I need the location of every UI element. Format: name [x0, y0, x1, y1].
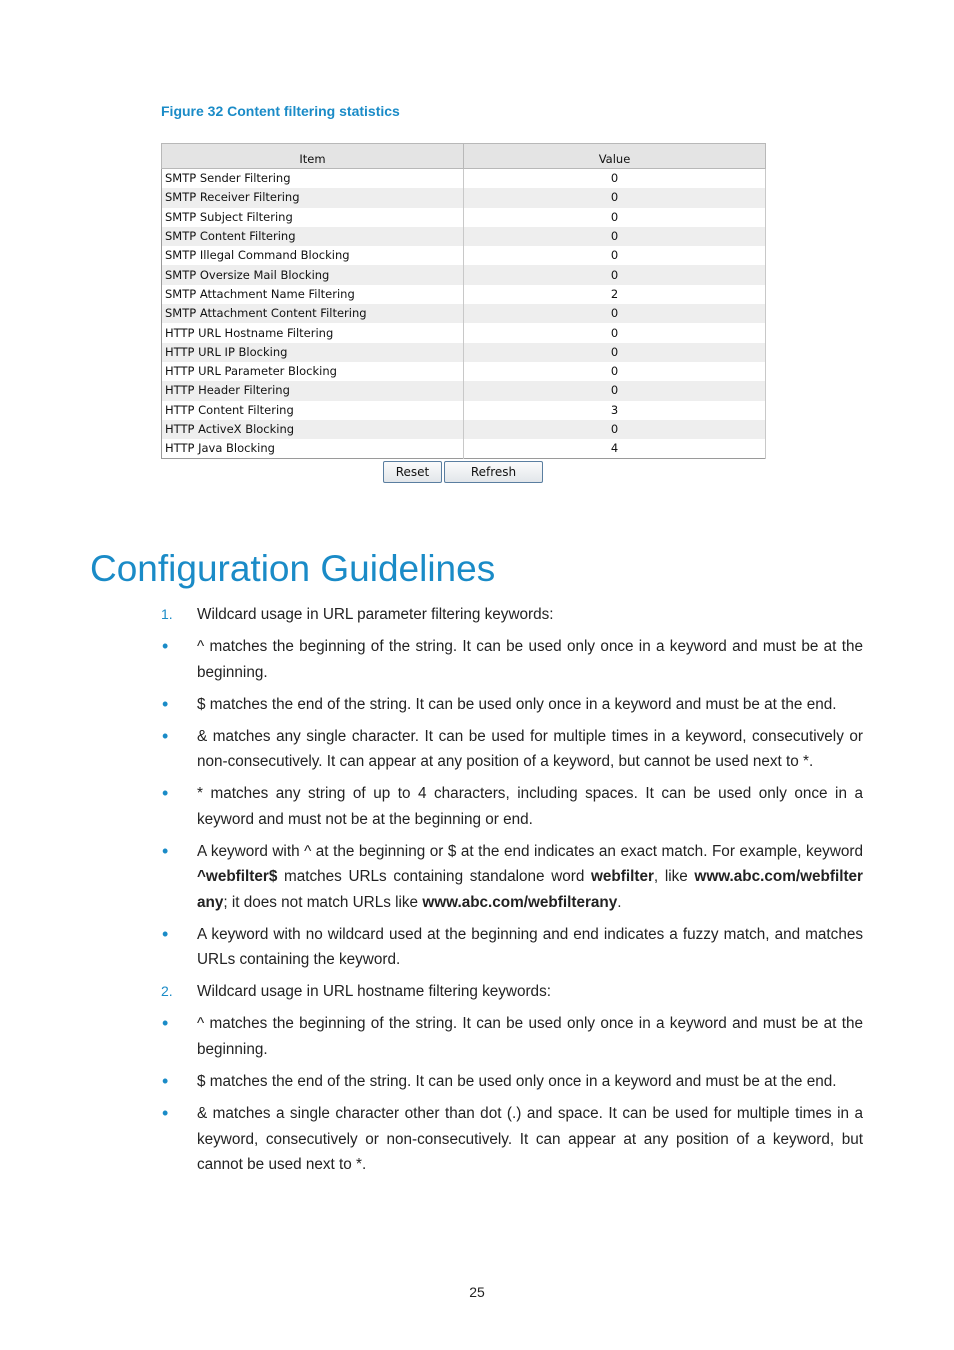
text-segment: matches URLs containing standalone word — [277, 868, 592, 886]
list-item-text — [197, 843, 863, 911]
table-row — [162, 323, 766, 342]
item-cell: HTTP URL IP Blocking — [162, 343, 464, 362]
list-item — [90, 1069, 863, 1095]
value-cell: 0 — [464, 169, 766, 189]
table-row — [162, 188, 766, 207]
reset-button[interactable]: Reset — [383, 461, 442, 483]
table-row — [162, 304, 766, 323]
value-cell: 0 — [464, 227, 766, 246]
table-row — [162, 246, 766, 265]
refresh-button[interactable]: Refresh — [444, 461, 543, 483]
item-cell: SMTP Sender Filtering — [162, 169, 464, 189]
figure-caption: Figure 32 Content filtering statistics — [161, 103, 400, 119]
text-segment: A keyword with ^ at the beginning or $ at the end indicates an exact match. For example, keyword — [197, 842, 863, 860]
value-cell: 0 — [464, 188, 766, 207]
value-cell: 0 — [464, 265, 766, 284]
section-heading: Configuration Guidelines — [90, 548, 496, 589]
list-number: 1. — [161, 606, 173, 622]
item-cell: SMTP Attachment Name Filtering — [162, 285, 464, 304]
item-cell: HTTP Content Filtering — [162, 401, 464, 420]
bullet-icon: • — [162, 1071, 169, 1092]
value-cell: 0 — [464, 343, 766, 362]
bullet-icon: • — [162, 693, 169, 714]
keyword-example: ^webfilter$ — [197, 868, 278, 886]
list-item-text: & matches a single character other than dot (.) and space. It can be used for multiple times in a keyword, consecutively or non-consecutively. It can appear at any position of a keyword, but cannot be used next to *. — [197, 1105, 863, 1174]
table-row — [162, 420, 766, 439]
value-cell: 0 — [464, 381, 766, 400]
list-item — [90, 602, 863, 628]
bullet-icon: • — [162, 725, 169, 746]
text-segment: ; it does not match URLs like — [223, 893, 423, 911]
value-cell: 3 — [464, 401, 766, 420]
item-cell: SMTP Oversize Mail Blocking — [162, 265, 464, 284]
item-cell: SMTP Receiver Filtering — [162, 188, 464, 207]
list-item — [90, 634, 863, 685]
value-cell: 0 — [464, 208, 766, 227]
value-cell: 0 — [464, 246, 766, 265]
table-row — [162, 401, 766, 420]
table-row — [162, 227, 766, 246]
bullet-icon: • — [162, 840, 169, 861]
list-item-text: A keyword with no wildcard used at the beginning and end indicates a fuzzy match, and matches URLs containing the keyword. — [197, 925, 863, 969]
value-cell: 2 — [464, 285, 766, 304]
value-cell: 0 — [464, 323, 766, 342]
value-cell: 0 — [464, 420, 766, 439]
guidelines-list — [90, 602, 863, 1184]
url-example: www.abc.com/webfilter any — [197, 868, 864, 911]
item-cell: SMTP Illegal Command Blocking — [162, 246, 464, 265]
list-item — [90, 781, 863, 832]
table-row — [162, 439, 766, 459]
item-cell: HTTP URL Hostname Filtering — [162, 323, 464, 342]
list-item — [90, 692, 863, 718]
table-row — [162, 265, 766, 284]
list-item-text: * matches any string of up to 4 characters, including spaces. It can be used only once in a keyword and must not be at the beginning or end. — [197, 785, 863, 828]
list-item — [90, 1011, 863, 1062]
list-item — [90, 1101, 863, 1178]
list-item-text: Wildcard usage in URL parameter filtering keywords: — [197, 606, 554, 623]
bullet-icon: • — [162, 635, 169, 656]
value-cell: 0 — [464, 304, 766, 323]
table-header-row — [162, 144, 766, 169]
list-item-text: ^ matches the beginning of the string. It can be used only once in a keyword and must be at the beginning. — [197, 637, 863, 681]
item-cell: HTTP URL Parameter Blocking — [162, 362, 464, 381]
text-segment: , like — [653, 868, 695, 886]
item-cell: HTTP Java Blocking — [162, 439, 464, 459]
table-row — [162, 343, 766, 362]
list-number: 2. — [161, 983, 173, 1000]
item-cell: SMTP Attachment Content Filtering — [162, 304, 464, 323]
button-row — [383, 461, 543, 483]
keyword-example: webfilter — [591, 868, 654, 886]
item-cell: SMTP Content Filtering — [162, 227, 464, 246]
content-filtering-statistics-table — [161, 143, 766, 459]
list-item-text: Wildcard usage in URL hostname filtering keywords: — [197, 983, 551, 1001]
value-cell: 0 — [464, 362, 766, 381]
table-row — [162, 285, 766, 304]
list-item-text: $ matches the end of the string. It can be used only once in a keyword and must be at the end. — [197, 695, 837, 713]
bullet-icon: • — [162, 1103, 169, 1123]
list-item — [90, 839, 863, 916]
list-item — [90, 979, 863, 1005]
item-cell: HTTP Header Filtering — [162, 381, 464, 400]
page-number: 25 — [469, 1284, 485, 1300]
table-row — [162, 208, 766, 227]
url-example: www.abc.com/webfilterany — [422, 893, 618, 911]
column-header-item: Item — [162, 144, 464, 169]
item-cell: HTTP ActiveX Blocking — [162, 420, 464, 439]
value-cell: 4 — [464, 439, 766, 459]
list-item-text: $ matches the end of the string. It can be used only once in a keyword and must be at the end. — [197, 1073, 837, 1091]
table-row — [162, 169, 766, 189]
list-item-text: ^ matches the beginning of the string. It can be used only once in a keyword and must be at the beginning. — [197, 1015, 863, 1059]
table-row — [162, 381, 766, 400]
bullet-icon: • — [162, 783, 169, 804]
column-header-value: Value — [464, 144, 766, 169]
list-item — [90, 922, 863, 973]
bullet-icon: • — [162, 923, 169, 944]
list-item-text: & matches any single character. It can be used for multiple times in a keyword, consecutively or non-consecutively. It can appear at any position of a keyword, but cannot be used next to *. — [197, 727, 863, 771]
item-cell: SMTP Subject Filtering — [162, 208, 464, 227]
text-segment: . — [617, 893, 622, 911]
bullet-icon: • — [162, 1013, 169, 1034]
table-row — [162, 362, 766, 381]
list-item — [90, 724, 863, 775]
